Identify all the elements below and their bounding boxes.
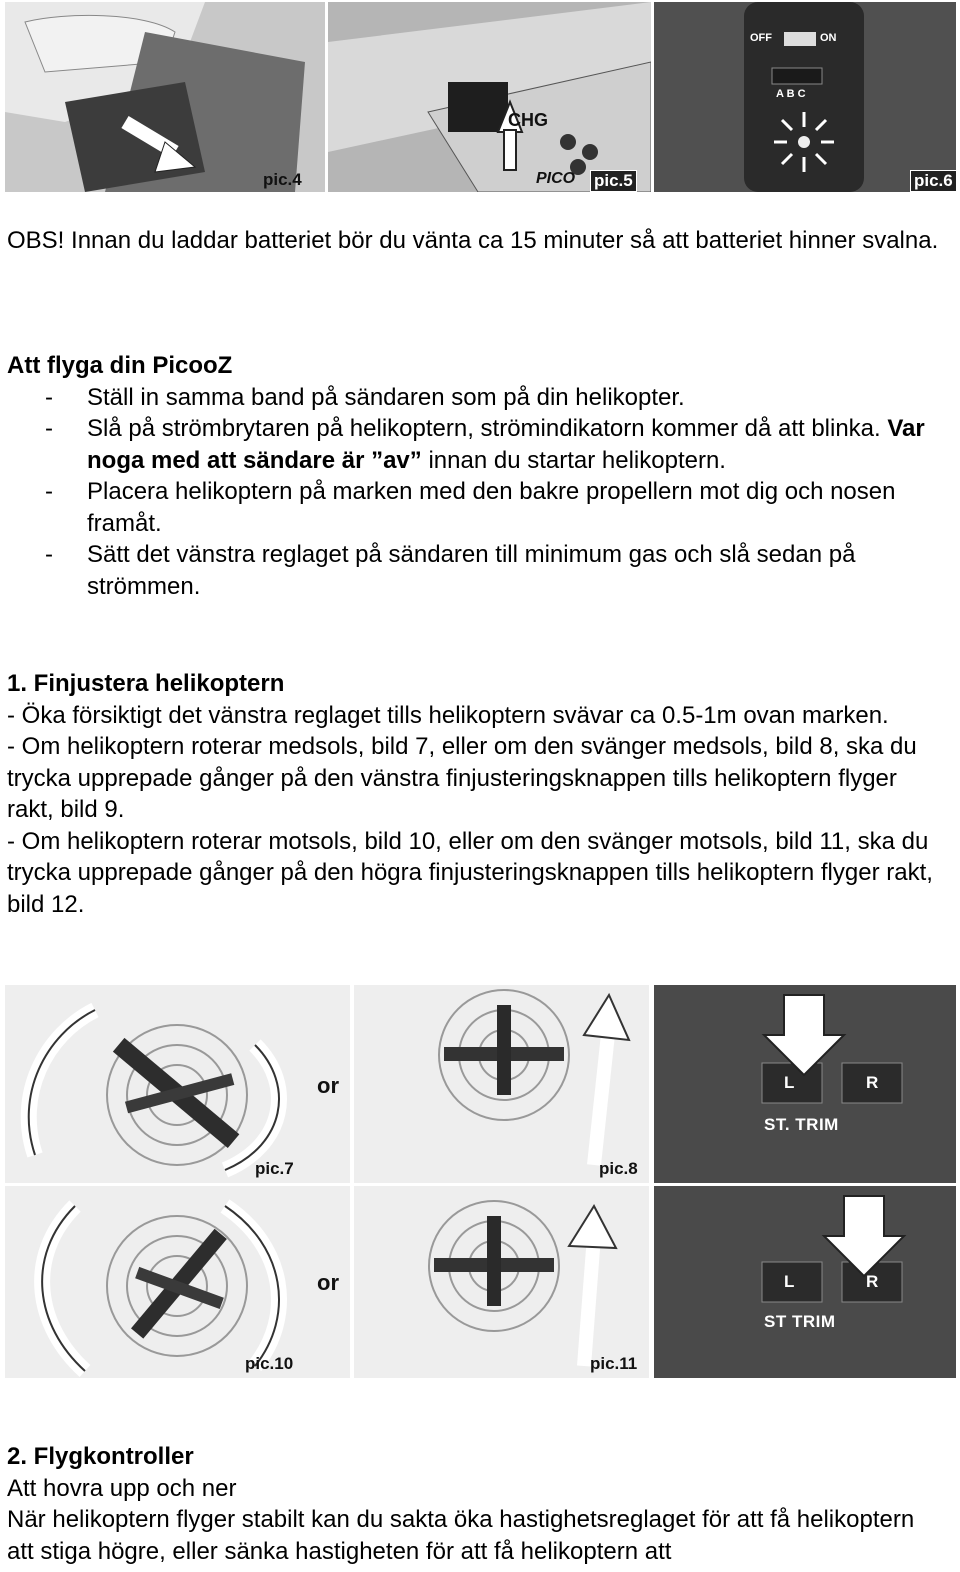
- bullet-text: Placera helikoptern på marken med den bakre propellern mot dig och nosen framåt.: [87, 478, 896, 537]
- trim-photo-1: [654, 985, 956, 1183]
- section2: [7, 1441, 947, 1567]
- diagram-pic7: [5, 985, 350, 1183]
- bullet-dash: -: [45, 383, 53, 411]
- section2-heading: 2. Flygkontroller: [7, 1443, 194, 1470]
- trim-caption: ST. TRIM: [764, 1115, 839, 1134]
- trim-left-label: L: [784, 1073, 795, 1092]
- bullet-item: [7, 539, 947, 602]
- photo-pic5: [328, 2, 651, 192]
- section1: [7, 668, 947, 920]
- trim-button-illustration: [654, 985, 956, 1183]
- trim-right-label: R: [866, 1073, 879, 1092]
- diagram-pic10: [5, 1186, 350, 1378]
- diagram-pic8: [354, 985, 649, 1183]
- section1-line: - Öka försiktigt det vänstra reglaget tills helikoptern svävar ca 0.5-1m ovan marken.: [7, 701, 889, 729]
- bullet-item: [7, 382, 947, 414]
- photo-pic6: [654, 2, 956, 192]
- diagram-pic11: [354, 1186, 649, 1378]
- chg-text: CHG: [508, 110, 548, 130]
- trim-caption: ST TRIM: [764, 1312, 836, 1331]
- bullet-text: Slå på strömbrytaren på helikoptern, strömindikatorn kommer då att blinka.: [87, 415, 888, 442]
- fly-heading: Att flyga din PicooZ: [7, 352, 233, 379]
- bullet-item: [7, 413, 947, 476]
- off-text: OFF: [750, 32, 772, 44]
- fly-section: [7, 350, 947, 602]
- bullet-text: Ställ in samma band på sändaren som på din helikopter.: [87, 383, 685, 411]
- battery-photo-illustration: [5, 2, 325, 192]
- pic6-label: pic.6: [910, 170, 956, 192]
- section1-line: - Om helikoptern roterar medsols, bild 7, eller om den svänger medsols, bild 8, ska du trycka upprepade gånger på den vänstra finjusteringsknappen tills helikoptern flyger rakt, bild 9.: [7, 733, 917, 823]
- bullet-dash: -: [45, 541, 53, 568]
- obs-paragraph: [7, 225, 947, 257]
- bullet-text: Sätt det vänstra reglaget på sändaren till minimum gas och slå sedan på strömmen.: [87, 541, 856, 600]
- section1-heading: 1. Finjustera helikoptern: [7, 670, 285, 697]
- turning-helicopter-illustration: [354, 985, 649, 1183]
- bullet-text-bold: Var noga med att sändare är ”av”: [87, 415, 925, 474]
- or-text: or: [317, 1073, 339, 1098]
- bullet-dash: -: [45, 478, 53, 505]
- obs-text: OBS! Innan du laddar batteriet bör du vänta ca 15 minuter så att batteriet hinner svalna.: [7, 227, 939, 254]
- pico-text: PICO: [536, 170, 576, 187]
- pic4-label: pic.4: [263, 170, 302, 189]
- pic8-label: pic.8: [599, 1159, 638, 1178]
- on-text: ON: [820, 32, 837, 44]
- trim-button-illustration: [654, 1186, 956, 1378]
- trim-photo-2: [654, 1186, 956, 1378]
- section2-body: När helikoptern flyger stabilt kan du sakta öka hastighetsreglaget för att få helikoptern att stiga högre, eller sänka hastigheten för att få helikoptern att: [7, 1506, 915, 1565]
- abc-text: A B C: [776, 88, 806, 100]
- bullet-item: [7, 476, 947, 539]
- trim-right-label: R: [866, 1272, 879, 1291]
- pic10-label: pic.10: [245, 1354, 294, 1373]
- photo-pic4: [5, 2, 325, 192]
- section1-line: - Om helikoptern roterar motsols, bild 10, eller om den svänger motsols, bild 11, ska du trycka upprepade gånger på den högra finjusteringsknappen tills helikoptern flyger rakt, bild 12.: [7, 827, 933, 918]
- or-text: or: [317, 1270, 339, 1295]
- section2-subheading: Att hovra upp och ner: [7, 1474, 237, 1502]
- bullet-dash: -: [45, 415, 53, 442]
- pic7-label: pic.7: [255, 1159, 294, 1178]
- rotating-helicopter-illustration: [5, 985, 350, 1183]
- turning-helicopter-illustration: [354, 1186, 649, 1378]
- bullet-text: innan du startar helikoptern.: [421, 446, 726, 474]
- trim-left-label: L: [784, 1272, 795, 1291]
- charger-photo-illustration: [328, 2, 651, 192]
- rotating-helicopter-illustration: [5, 1186, 350, 1378]
- pic5-label: pic.5: [590, 170, 637, 192]
- pic11-label: pic.11: [590, 1354, 638, 1373]
